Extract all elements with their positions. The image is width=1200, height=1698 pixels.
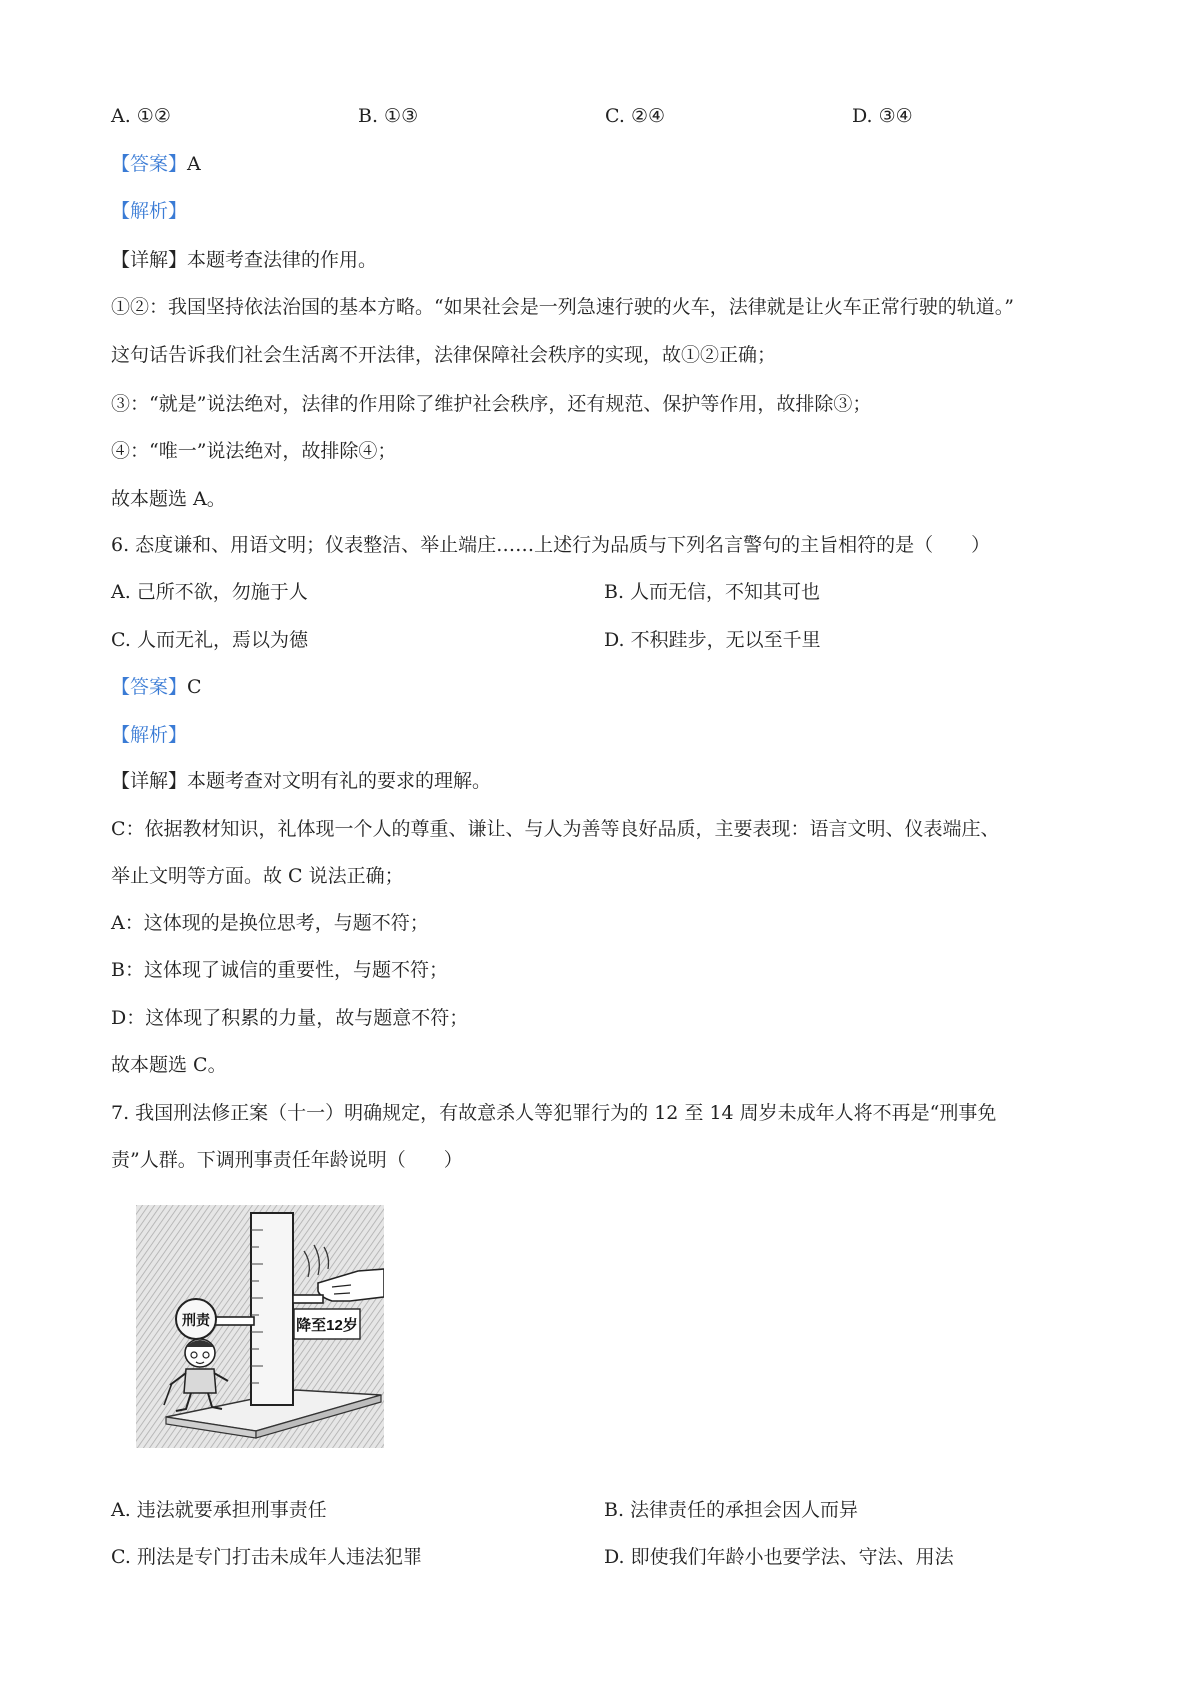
q6-explanation-line: B：这体现了诚信的重要性，与题不符； [111,959,448,981]
q6-options-row2 [111,626,1011,654]
answer-tag: 【答案】 [111,153,188,175]
q5-explanation-line: 这句话告诉我们社会生活离不开法律，法律保障社会秩序的实现，故①②正确； [111,344,777,366]
q5-explanation-line: ①②：我国坚持依法治国的基本方略。“如果社会是一列急速行驶的火车，法律就是让火车正常行驶的轨道。” [111,296,1014,318]
answer-value: C [187,676,202,698]
q6-option-b: B. 人而无信，不知其可也 [604,581,821,603]
bubble-label: 刑责 [182,1312,210,1328]
q6-detail: 【详解】本题考查对文明有礼的要求的理解。 [111,770,492,792]
q6-explanation-line: D：这体现了积累的力量，故与题意不符； [111,1007,469,1029]
q5-explanation-line: ③：“就是”说法绝对，法律的作用除了维护社会秩序，还有规范、保护等作用，故排除③； [111,393,872,415]
q6-option-c: C. 人而无礼，焉以为德 [111,629,308,651]
q5-option-b: B. ①③ [358,105,419,127]
q6-options-row1 [111,578,1011,606]
q5-conclusion: 故本题选 A。 [111,488,226,510]
q6-explanation-line: A：这体现的是换位思考，与题不符； [111,912,429,934]
q7-options-row2 [111,1543,1011,1571]
q6-explanation-line: C：依据教材知识，礼体现一个人的尊重、谦让、与人为善等良好品质，主要表现：语言文明、仪表端庄、 [111,818,1000,840]
q6-option-d: D. 不积跬步，无以至千里 [604,629,821,651]
q7-options-row1 [111,1496,1011,1524]
q7-option-d: D. 即使我们年龄小也要学法、守法、用法 [604,1546,954,1568]
ruler-cartoon-figure [136,1205,384,1448]
q5-option-a: A. ①② [111,105,171,127]
q5-answer [111,150,201,178]
q5-analysis-tag: 【解析】 [111,200,188,222]
q5-option-c: C. ②④ [605,105,666,127]
q6-explanation-line: 举止文明等方面。故 C 说法正确； [111,865,404,887]
q6-conclusion: 故本题选 C。 [111,1054,227,1076]
answer-tag: 【答案】 [111,676,188,698]
q6-question: 6. 态度谦和、用语文明；仪表整洁、举止端庄……上述行为品质与下列名言警句的主旨相符的是（ ） [111,534,991,556]
q6-analysis-tag: 【解析】 [111,724,188,746]
sign-label: 降至12岁 [296,1317,358,1334]
q7-option-b: B. 法律责任的承担会因人而异 [604,1499,859,1521]
q5-explanation-line: ④：“唯一”说法绝对，故排除④； [111,440,397,462]
q7-option-a: A. 违法就要承担刑事责任 [111,1499,327,1521]
q6-answer [111,673,202,701]
q5-options [111,102,1011,130]
answer-value: A [187,153,201,175]
q7-question-line: 7. 我国刑法修正案（十一）明确规定，有故意杀人等犯罪行为的 12 至 14 周岁未成年人将不再是“刑事免 [111,1102,997,1124]
q5-detail: 【详解】本题考查法律的作用。 [111,249,378,271]
q7-option-c: C. 刑法是专门打击未成年人违法犯罪 [111,1546,422,1568]
q6-option-a: A. 己所不欲，勿施于人 [111,581,308,603]
q5-option-d: D. ③④ [852,105,913,127]
q7-question-line: 责”人群。下调刑事责任年龄说明（ ） [111,1149,463,1171]
